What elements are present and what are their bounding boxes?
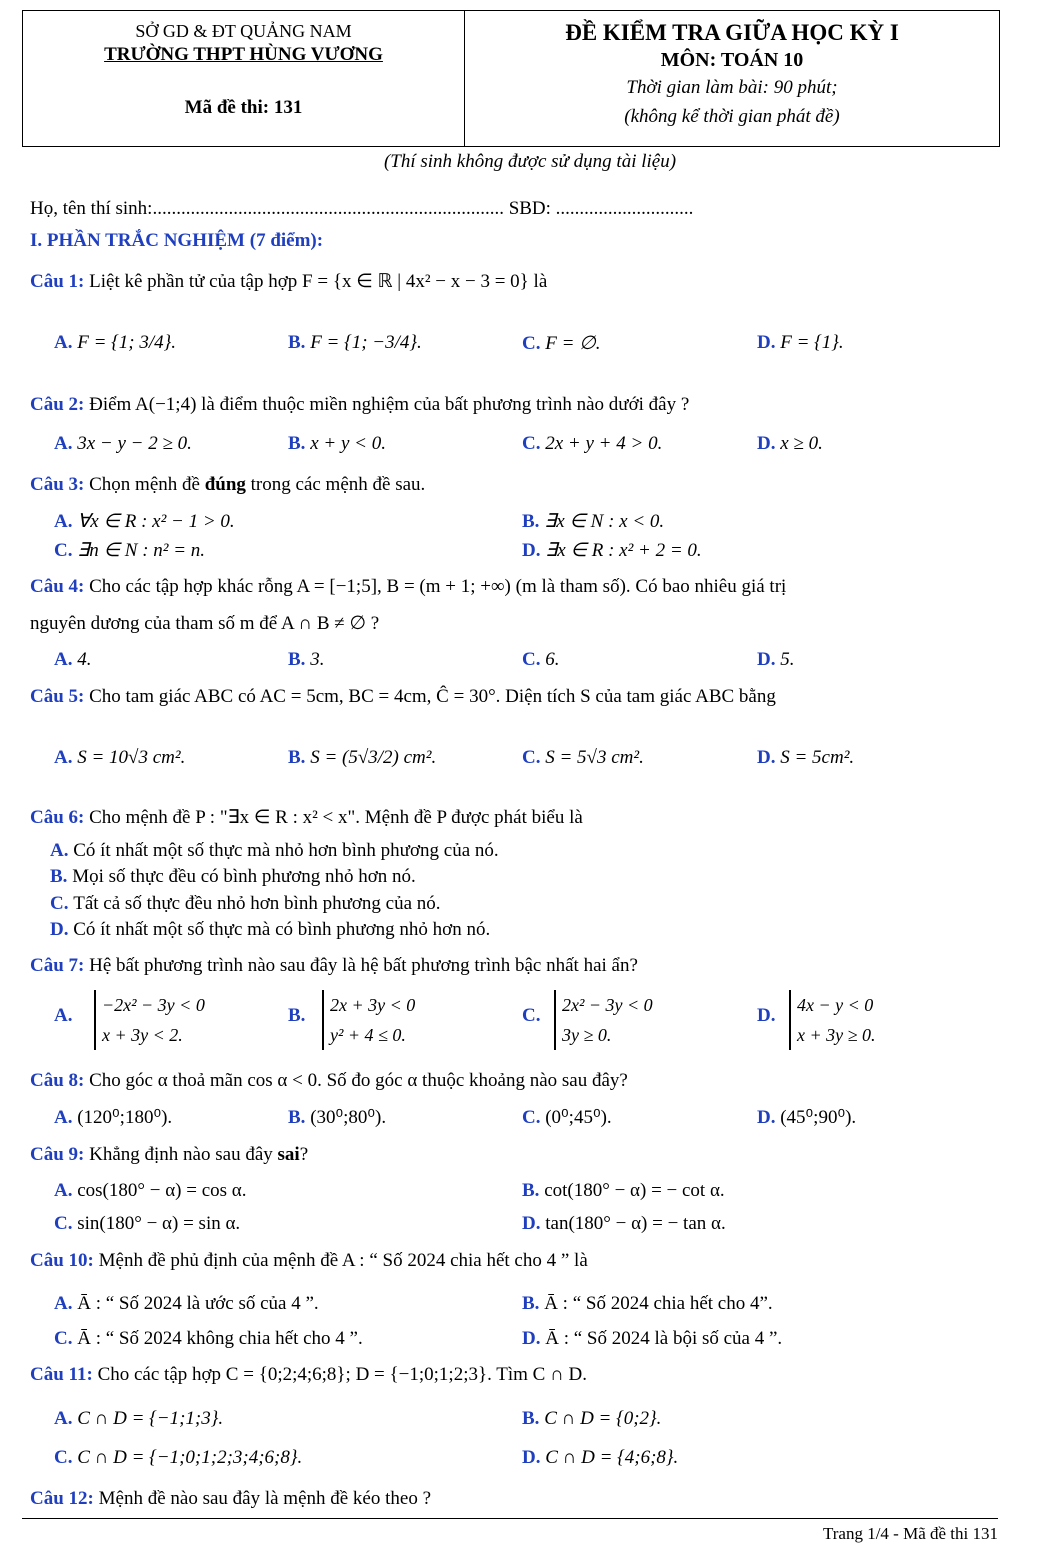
question-text-end: ? [299,1144,309,1165]
option-letter: A. [54,511,78,532]
option-letter: C. [54,1447,78,1468]
option-a [54,433,192,455]
option-letter: A. [54,332,78,353]
option-letter: B. [522,1293,545,1314]
option-text: F = {1; −3/4}. [310,332,422,353]
question-6 [30,806,583,829]
option-text: x ≥ 0. [780,433,823,454]
option-text: ∃x ∈ R : x² + 2 = 0. [545,540,702,561]
option-c [54,1447,302,1469]
question-text: Cho mệnh đề P : "∃x ∈ R : x² < x". Mệnh đề P được phát biểu là [89,807,583,828]
option-letter: C. [522,1107,546,1128]
section-title: I. PHẦN TRẮC NGHIỆM (7 điểm): [30,230,324,251]
option-letter: C. [54,540,78,561]
option-b [50,866,416,888]
option-a [54,1005,72,1027]
question-7 [30,955,638,977]
option-b [288,1106,386,1129]
question-label: Câu 3: [30,474,85,495]
option-letter: C. [522,433,546,454]
option-text: 6. [545,649,560,670]
option-a [54,1293,319,1315]
option-a [54,1408,223,1430]
option-a [54,1106,172,1129]
option-text: Ā : “ Số 2024 là bội số của 4 ”. [545,1328,783,1349]
system-line-1: −2x² − 3y < 0 [102,995,205,1015]
option-text: (120⁰;180⁰). [77,1107,173,1128]
question-10 [30,1250,588,1272]
system-line-2: 3y ≥ 0. [562,1025,612,1045]
question-8 [30,1070,628,1092]
question-text: Cho các tập hợp khác rỗng A = [−1;5], B = (m + 1; +∞) (m là tham số). Có bao nhiêu giá trị [89,576,787,597]
option-text: C ∩ D = {−1;1;3}. [77,1408,224,1429]
option-a [50,840,499,862]
question-label: Câu 10: [30,1250,94,1271]
option-letter: A. [54,747,78,768]
question-label: Câu 7: [30,955,85,976]
option-text: (30⁰;80⁰). [310,1107,387,1128]
option-text: F = ∅. [545,333,601,354]
question-label: Câu 4: [30,576,85,597]
emphasis-word: đúng [204,474,246,495]
system-line-1: 2x + 3y < 0 [330,995,416,1015]
option-letter: D. [757,332,781,353]
question-text: Cho tam giác ABC có AC = 5cm, BC = 4cm, Ĉ = 30°. Diện tích S của tam giác ABC bằng [89,686,776,707]
option-text: 3x − y − 2 ≥ 0. [77,433,192,454]
option-text: Ā : “ Số 2024 là ước số của 4 ”. [77,1293,319,1314]
option-b [522,1293,773,1315]
option-letter: B. [522,1408,545,1429]
emphasis-word: sai [277,1144,300,1165]
option-system [94,990,205,1050]
option-b [522,510,664,533]
system-line-1: 2x² − 3y < 0 [562,995,653,1015]
question-text-end: trong các mệnh đề sau. [245,474,426,495]
option-a [54,510,235,533]
option-text: ∃x ∈ N : x < 0. [544,511,665,532]
option-a [54,1180,246,1202]
option-letter: B. [288,649,311,670]
question-1 [30,270,547,293]
option-letter: D. [522,1447,546,1468]
option-letter: D. [757,1107,781,1128]
exam-page [22,10,1038,1543]
option-letter: B. [288,332,311,353]
question-2 [30,394,689,416]
option-c [54,1328,363,1350]
question-12 [30,1488,431,1510]
exam-header [22,10,1000,147]
question-label: Câu 5: [30,686,85,707]
option-text: F = {1}. [780,332,844,353]
option-letter: C. [522,649,546,670]
exam-note: (Thí sinh không được sử dụng tài liệu) [383,151,677,172]
system-line-2: y² + 4 ≤ 0. [330,1025,406,1045]
exam-code: Mã đề thi: 131 [184,97,303,118]
option-text: tan(180° − α) = − tan α. [545,1213,726,1234]
question-5 [30,686,776,708]
option-letter: D. [757,433,781,454]
option-d [522,1447,678,1469]
option-letter: A. [54,433,78,454]
option-text: Có ít nhất một số thực mà nhỏ hơn bình phương của nó. [73,840,499,861]
option-letter: A. [50,840,74,861]
option-letter: B. [50,866,73,887]
option-text: Có ít nhất một số thực mà có bình phương nhỏ hơn nó. [73,919,491,940]
option-text: S = 5√3 cm². [545,747,644,768]
question-label: Câu 9: [30,1144,85,1165]
exam-time-note: (không kể thời gian phát đề) [624,106,840,127]
option-text: cos(180° − α) = cos α. [77,1180,247,1201]
question-label: Câu 1: [30,271,85,292]
student-info-line: Họ, tên thí sinh:.......................................................................... SBD: ............................. [30,198,694,219]
option-letter: D. [757,1005,776,1026]
question-label: Câu 11: [30,1364,93,1385]
option-text: C ∩ D = {4;6;8}. [545,1447,679,1468]
option-b [288,747,436,769]
option-letter: D. [522,1328,546,1349]
question-text: Liệt kê phần tử của tập hợp F = {x ∈ ℝ | 4x² − x − 3 = 0} là [89,271,548,292]
option-d [757,433,823,455]
option-a [54,332,176,354]
option-text: S = 5cm². [780,747,855,768]
option-letter: C. [54,1328,78,1349]
option-text: x + y < 0. [310,433,386,454]
option-system [554,990,653,1050]
system-line-2: x + 3y < 2. [102,1025,183,1045]
option-d [757,1005,775,1027]
question-text: Cho góc α thoả mãn cos α < 0. Số đo góc α thuộc khoảng nào sau đây? [89,1070,628,1091]
option-text: 3. [310,649,325,670]
option-c [522,433,662,455]
option-text: cot(180° − α) = − cot α. [544,1180,725,1201]
option-d [522,539,702,562]
option-c [54,1213,240,1235]
option-text: C ∩ D = {0;2}. [544,1408,662,1429]
option-text: S = (5√3/2) cm². [310,747,437,768]
question-3 [30,474,425,496]
option-letter: A. [54,1293,78,1314]
question-text: Hệ bất phương trình nào sau đây là hệ bất phương trình bậc nhất hai ẩn? [89,955,638,976]
question-label: Câu 2: [30,394,85,415]
exam-time: Thời gian làm bài: 90 phút; [626,77,838,98]
option-b [288,1005,305,1027]
option-letter: D. [522,540,546,561]
footer-divider [22,1518,998,1519]
option-letter: B. [522,1180,545,1201]
option-system [322,990,415,1050]
option-letter: A. [54,1180,78,1201]
question-4-continued: nguyên dương của tham số m để A ∩ B ≠ ∅ ? [30,613,380,634]
option-text: 4. [77,649,92,670]
option-letter: A. [54,649,78,670]
option-system [789,990,876,1050]
option-text: (0⁰;45⁰). [545,1107,612,1128]
header-left-cell [23,11,465,146]
option-letter: B. [288,747,311,768]
option-text: Ā : “ Số 2024 chia hết cho 4”. [544,1293,773,1314]
option-text: Mọi số thực đều có bình phương nhỏ hơn nó. [72,866,416,887]
option-c [54,539,205,562]
option-text: S = 10√3 cm². [77,747,186,768]
option-letter: A. [54,1408,78,1429]
option-letter: D. [522,1213,546,1234]
option-text: sin(180° − α) = sin α. [77,1213,241,1234]
department-name: SỞ GD & ĐT QUẢNG NAM [135,21,352,41]
option-text: ∀x ∈ R : x² − 1 > 0. [77,511,235,532]
option-text: C ∩ D = {−1;0;1;2;3;4;6;8}. [77,1447,303,1468]
option-letter: C. [522,747,546,768]
option-c [522,747,644,769]
question-text: Chọn mệnh đề [89,474,205,495]
question-label: Câu 8: [30,1070,85,1091]
option-text: Tất cả số thực đều nhỏ hơn bình phương của nó. [73,893,441,914]
option-letter: D. [757,649,781,670]
option-letter: A. [54,1005,73,1026]
page-footer: Trang 1/4 - Mã đề thi 131 [822,1524,998,1543]
option-c [522,332,600,355]
exam-title: ĐỀ KIỂM TRA GIỮA HỌC KỲ I [565,20,899,45]
question-text: Khẳng định nào sau đây [89,1144,278,1165]
question-text: Mệnh đề nào sau đây là mệnh đề kéo theo ? [98,1488,432,1509]
option-b [522,1408,661,1430]
question-11 [30,1364,587,1386]
option-d [50,919,490,941]
option-c [50,893,441,915]
option-letter: B. [288,1107,311,1128]
question-text: Điểm A(−1;4) là điểm thuộc miền nghiệm của bất phương trình nào dưới đây ? [89,394,690,415]
system-line-1: 4x − y < 0 [797,995,874,1015]
option-letter: B. [522,511,545,532]
option-text: F = {1; 3/4}. [77,332,176,353]
option-b [288,649,324,671]
option-c [522,1005,540,1027]
option-text: (45⁰;90⁰). [780,1107,857,1128]
option-d [757,747,854,769]
option-letter: B. [288,433,311,454]
option-letter: A. [54,1107,78,1128]
option-text: Ā : “ Số 2024 không chia hết cho 4 ”. [77,1328,363,1349]
option-a [54,649,91,671]
school-name: TRƯỜNG THPT HÙNG VƯƠNG [104,44,383,65]
option-letter: C. [54,1213,78,1234]
option-letter: D. [50,919,74,940]
option-b [288,332,422,354]
question-label: Câu 6: [30,807,85,828]
option-d [757,1106,856,1129]
option-text: 2x + y + 4 > 0. [545,433,663,454]
question-4 [30,576,786,598]
option-letter: D. [757,747,781,768]
option-text: ∃n ∈ N : n² = n. [77,540,206,561]
question-text: Cho các tập hợp C = {0;2;4;6;8}; D = {−1;0;1;2;3}. Tìm C ∩ D. [97,1364,588,1385]
option-c [522,1106,612,1129]
option-d [757,332,844,354]
exam-subject: MÔN: TOÁN 10 [660,49,804,71]
option-letter: C. [522,333,546,354]
question-9 [30,1144,308,1166]
option-d [522,1213,726,1235]
option-letter: C. [522,1005,541,1026]
option-d [522,1328,782,1350]
option-letter: C. [50,893,74,914]
option-b [288,433,386,455]
header-right-cell [465,11,999,146]
option-c [522,649,559,671]
question-text: Mệnh đề phủ định của mệnh đề A : “ Số 2024 chia hết cho 4 ” là [98,1250,588,1271]
option-a [54,747,185,769]
option-d [757,649,794,671]
option-letter: B. [288,1005,306,1026]
system-line-2: x + 3y ≥ 0. [797,1025,876,1045]
question-label: Câu 12: [30,1488,94,1509]
option-b [522,1180,725,1202]
option-text: 5. [780,649,795,670]
